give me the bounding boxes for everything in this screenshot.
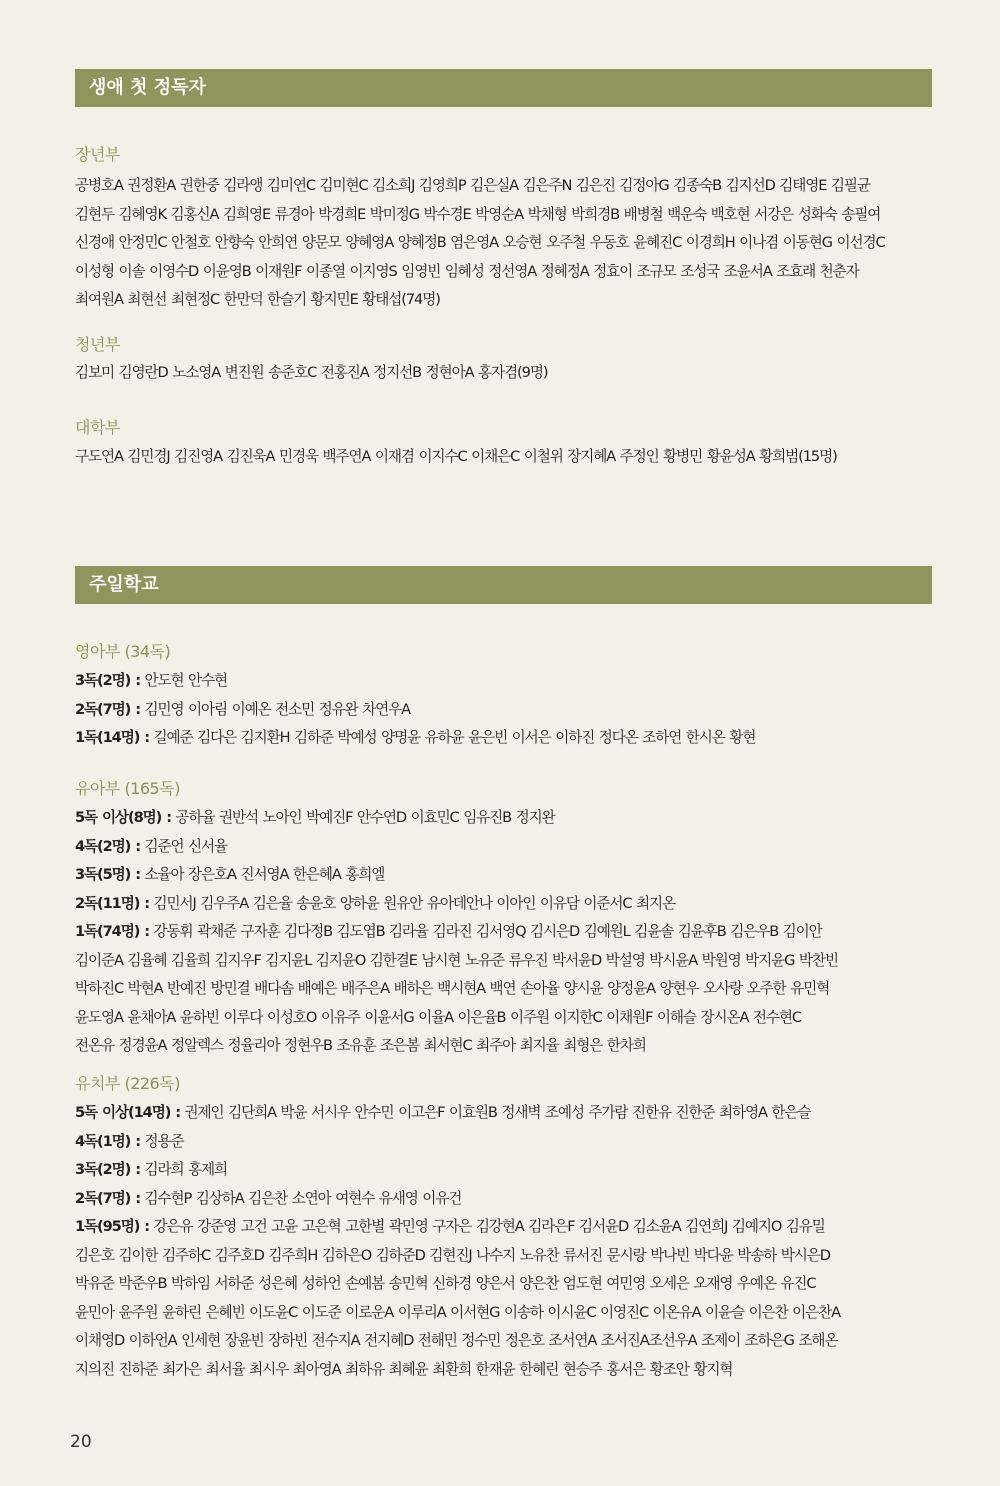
reading-row: [75, 833, 935, 862]
subheading-young-adults: 청년부: [75, 335, 120, 354]
page-number: 20: [70, 1432, 92, 1452]
reading-names: 강은유 강준영 고건 고윤 고은혁 고한별 곽민영 구자은 김강현A 김라은F 김서윤D 김소윤A 김연희J 김예지O 김유밀: [149, 1218, 825, 1235]
reading-count-label: 3독(5명) :: [75, 866, 140, 883]
reading-row: [75, 918, 935, 947]
kindergarten-list: [75, 1099, 935, 1384]
name-line: 김보미 김영란D 노소영A 변진원 송준호C 전홍진A 정지선B 정현아A 홍자겸(9명): [75, 364, 548, 381]
section-header-first-readers: 생애 첫 정독자: [75, 69, 932, 107]
subheading-adults: 장년부: [75, 145, 120, 164]
name-line: 최여원A 최현선 최현정C 한만덕 한슬기 황지민E 황태섭(74명): [75, 291, 440, 308]
reading-count-label: 1독(74명) :: [75, 923, 150, 940]
name-line: 지의진 진하준 최가은 최서율 최시우 최아영A 최하유 최혜윤 최환희 한재윤 한혜린 현승주 홍서은 황조안 황지혁: [75, 1360, 733, 1378]
subheading-college: 대학부: [75, 418, 120, 437]
reading-count-label: 5독 이상(14명) :: [75, 1104, 180, 1121]
college-name-list: [75, 443, 935, 472]
reading-row: [75, 804, 935, 833]
reading-count-label: 3독(2명) :: [75, 1161, 140, 1178]
reading-names: 김준언 신서율: [139, 837, 228, 855]
subheading-kindergarten: 유치부 (226독): [75, 1074, 180, 1093]
reading-row: [75, 696, 935, 725]
reading-row: [75, 1156, 935, 1185]
reading-count-label: 5독 이상(8명) :: [75, 809, 171, 826]
reading-count-label: 1독(95명) :: [75, 1218, 150, 1235]
infants-list: [75, 667, 935, 753]
name-line: 박하진C 박현A 반예진 방민결 배다솜 배예은 배주은A 배하은 백시현A 백연 손아율 양시윤 양정윤A 양현우 오사랑 오주한 유민혁: [75, 980, 830, 997]
reading-names: 강동휘 곽채준 구자훈 김다정B 김도엽B 김라율 김라진 김서영Q 김시은D 김예원L 김윤솔 김윤후B 김은우B 김이안: [149, 923, 822, 940]
reading-count-label: 3독(2명) :: [75, 672, 140, 689]
reading-names: 길예준 김다은 김지환H 김하준 박예성 양명윤 유하윤 윤은빈 이서은 이하진 정다온 조하연 한시온 황현: [149, 729, 756, 746]
name-line: 이성형 이솔 이영수D 이윤영B 이재원F 이종열 이지영S 임영빈 임혜성 정선영A 정혜정A 정효이 조규모 조성국 조윤서A 조효래 천춘자: [75, 262, 859, 280]
reading-row: [75, 890, 935, 919]
reading-count-label: 4독(2명) :: [75, 837, 140, 855]
reading-count-label: 4독(1명) :: [75, 1132, 140, 1150]
reading-row: [75, 1099, 935, 1128]
reading-row: [75, 1213, 935, 1242]
name-line: 김은호 김이한 김주하C 김주호D 김주희H 김하은O 김하준D 김현진J 나수지 노유찬 류서진 문시랑 박나빈 박다윤 박송하 박시은D: [75, 1246, 830, 1264]
reading-names: 공하율 권반석 노아인 박예진F 안수연D 이효민C 임유진B 정지완: [170, 809, 555, 826]
reading-count-label: 2독(11명) :: [75, 894, 150, 912]
reading-names: 정용준: [139, 1132, 184, 1150]
name-line: 윤도영A 윤채아A 윤하빈 이루다 이성호O 이유주 이윤서G 이율A 이은율B 이주원 이지한C 이채원F 이해슬 장시온A 전수현C: [75, 1008, 801, 1026]
reading-names: 권제인 김단희A 박윤 서시우 안수민 이고은F 이효원B 정새벽 조예성 주가람 진한유 진한준 최하영A 한은슬: [180, 1104, 811, 1121]
reading-names: 안도현 안수현: [139, 672, 228, 689]
name-line: 이채영D 이하언A 인세현 장윤빈 장하빈 전수지A 전지혜D 전해민 정수민 정은호 조서연A 조서진A조선우A 조제이 조하은G 조해온: [75, 1332, 838, 1349]
name-line: 김이준A 김율혜 김율희 김지우F 김지윤L 김지윤O 김한결E 남시현 노유준 류우진 박서윤D 박설영 박시윤A 박원영 박지윤G 박찬빈: [75, 951, 838, 969]
young-adults-name-list: [75, 359, 935, 388]
section-header-sunday-school: 주일학교: [75, 566, 932, 604]
reading-names: 소율아 장은호A 진서영A 한은혜A 홍희엘: [139, 866, 385, 883]
name-line: 전온유 정경윤A 정알렉스 정율리아 정현우B 조유훈 조은봄 최서현C 최주아 최지율 최형은 한차희: [75, 1037, 646, 1054]
reading-row: [75, 667, 935, 696]
reading-count-label: 2독(7명) :: [75, 1189, 140, 1207]
reading-row: [75, 1128, 935, 1157]
name-line: 구도연A 김민경J 김진영A 김진욱A 민경욱 백주연A 이재겸 이지수C 이채은C 이철위 장지혜A 주정인 황병민 황윤성A 황희범(15명): [75, 448, 837, 465]
reading-names: 김수현P 김상하A 김은찬 소연아 여현수 유새영 이유건: [139, 1189, 462, 1207]
reading-count-label: 1독(14명) :: [75, 729, 150, 746]
reading-names: 김라희 홍제희: [139, 1161, 228, 1178]
reading-row: [75, 724, 935, 753]
reading-names: 김민영 이아림 이예온 전소민 정유완 차연우A: [139, 700, 411, 718]
toddlers-list: [75, 804, 935, 1061]
name-line: 신경애 안정민C 안철호 안향숙 안희연 양문모 양혜영A 양혜정B 염은영A 오승현 오주철 우동호 윤혜진C 이경희H 이나겸 이동현G 이선경C: [75, 234, 885, 251]
reading-count-label: 2독(7명) :: [75, 700, 140, 718]
name-line: 윤민아 윤주원 윤하린 은혜빈 이도윤C 이도준 이로운A 이루리A 이서현G 이송하 이시윤C 이영진C 이온유A 이윤슬 이은찬 이은찬A: [75, 1303, 840, 1321]
reading-row: [75, 1185, 935, 1214]
adults-name-list: [75, 172, 935, 315]
reading-names: 김민서J 김우주A 김은율 송윤호 양하윤 원유안 유아데안나 이아인 이유담 이준서C 최지온: [149, 894, 676, 912]
name-line: 박유준 박준우B 박하임 서하준 성은혜 성하언 손예봄 송민혁 신하경 양은서 양은찬 엄도현 여민영 오세은 오재영 우예온 유진C: [75, 1275, 816, 1292]
reading-row: [75, 861, 935, 890]
name-line: 공병호A 권정환A 권한중 김라앵 김미연C 김미현C 김소희J 김영희P 김은실A 김은주N 김은진 김정아G 김종숙B 김지선D 김태영E 김필균: [75, 177, 870, 194]
name-line: 김현두 김혜영K 김홍신A 김희영E 류경아 박경희E 박미정G 박수경E 박영순A 박채형 박희경B 배병철 백운숙 백호현 서강은 성화숙 송필여: [75, 205, 881, 223]
subheading-infants: 영아부 (34독): [75, 642, 171, 661]
subheading-toddlers: 유아부 (165독): [75, 779, 180, 798]
